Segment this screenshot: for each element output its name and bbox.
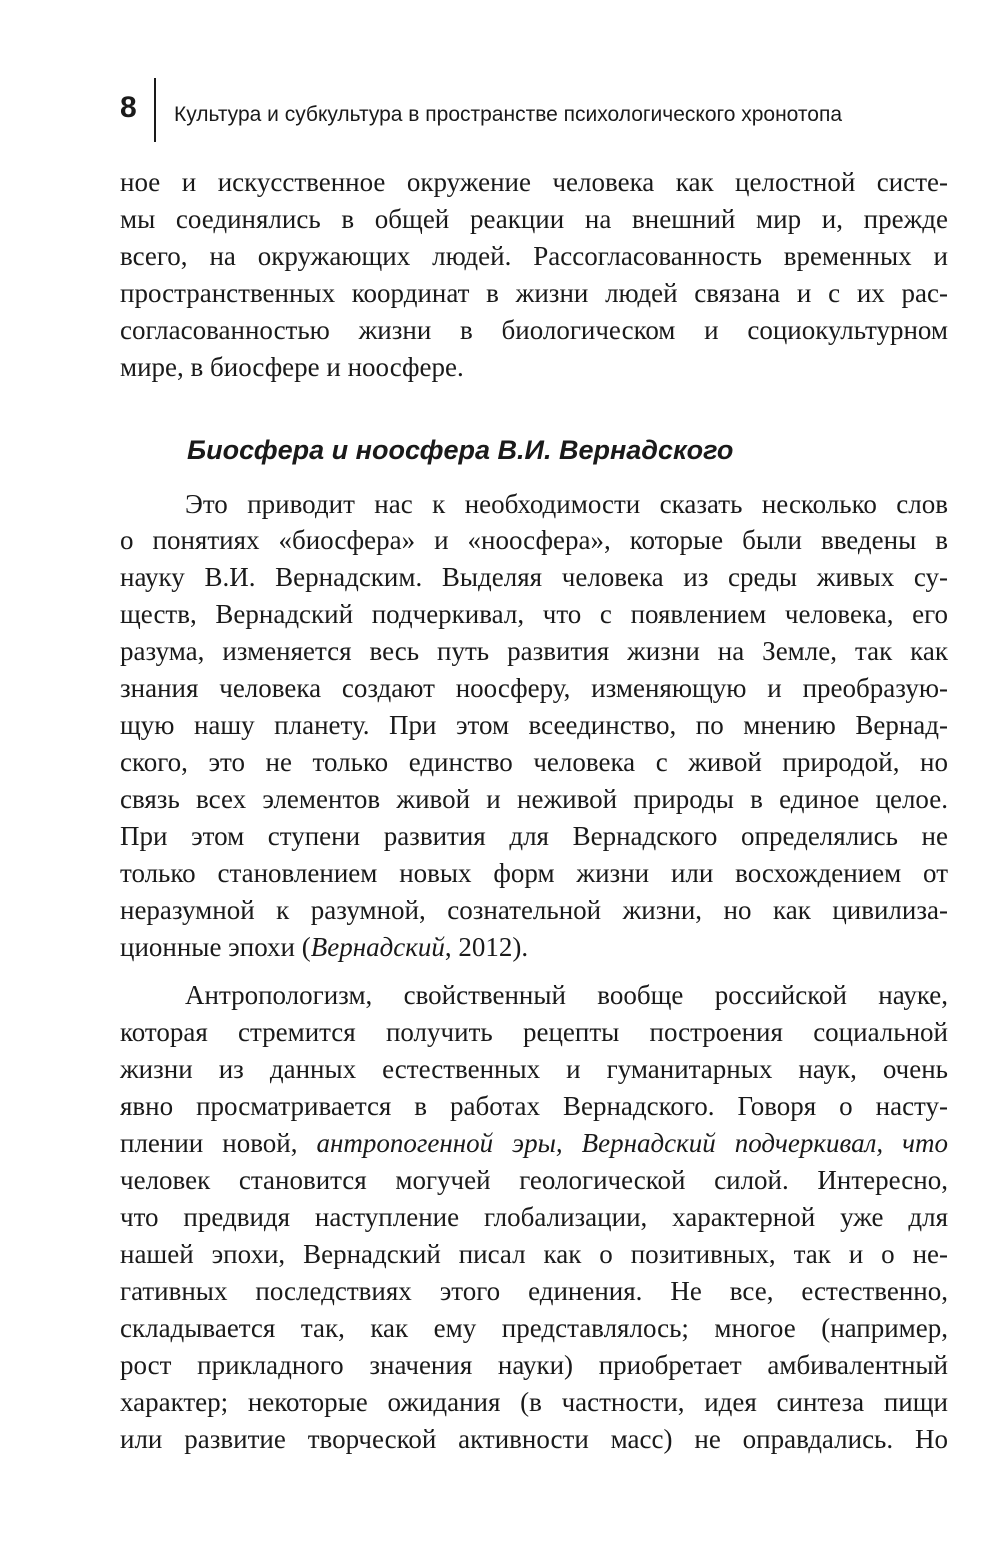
text-line: складывается так, как ему представлялось; многое (например, [120, 1313, 948, 1343]
text-line: всего, на окружающих людей. Рассогласованность временных и [120, 241, 948, 271]
page-number: 8 [120, 91, 137, 124]
text-line: что предвидя наступление глобализации, характерной уже для [120, 1202, 948, 1232]
text-line: или развитие творческой активности масс) не оправдались. Но [120, 1424, 948, 1454]
text-line: человек становится могучей геологической силой. Интересно, [120, 1165, 948, 1195]
text-run: плении новой, [120, 1128, 317, 1158]
text-line-mixed [120, 1124, 948, 1162]
text-line: науку В.И. Вернадским. Выделяя человека из среды живых су- [120, 562, 948, 592]
text-line: щую нашу планету. При этом всеединство, по мнению Вернад- [120, 710, 948, 740]
text-line: характер; некоторые ожидания (в частности, идея синтеза пищи [120, 1387, 948, 1417]
text-line: ществ, Вернадский подчеркивал, что с появлением человека, его [120, 599, 948, 629]
text-line: пространственных координат в жизни людей связана и с их рас- [120, 278, 948, 308]
text-line: о понятиях «биосфера» и «ноосфера», которые были введены в [120, 525, 948, 555]
text-run: ционные эпохи ( [120, 932, 311, 962]
text-line: ского, это не только единство человека с живой природой, но [120, 747, 948, 777]
text-line: гативных последствиях этого единения. Не все, естественно, [120, 1276, 948, 1306]
text-line: При этом ступени развития для Вернадского определялись не [120, 821, 948, 851]
text-line: ное и искусственное окружение человека как целостной систе- [120, 167, 948, 197]
page-header [0, 0, 1000, 150]
header-divider [154, 78, 156, 142]
text-line: жизни из данных естественных и гуманитарных наук, очень [120, 1054, 948, 1084]
citation-year: , 2012). [444, 932, 529, 962]
text-line: явно просматривается в работах Вернадского. Говоря о насту- [120, 1091, 948, 1121]
text-line: Антропологизм, свойственный вообще российской науке, [185, 980, 948, 1010]
section-heading: Биосфера и ноосфера В.И. Вернадского [187, 435, 734, 465]
text-line: только становлением новых форм жизни или восхождением от [120, 858, 948, 888]
text-line: которая стремится получить рецепты построения социальной [120, 1017, 948, 1047]
text-line: связь всех элементов живой и неживой природы в единое целое. [120, 784, 948, 814]
text-line: мы соединялись в общей реакции на внешний мир и, прежде [120, 204, 948, 234]
citation-author: Вернадский [310, 932, 445, 962]
text-line: нашей эпохи, Вернадский писал как о позитивных, так и о не- [120, 1239, 948, 1269]
text-line: Это приводит нас к необходимости сказать несколько слов [185, 489, 948, 519]
text-line: разума, изменяется весь путь развития жизни на Земле, так как [120, 636, 948, 666]
text-line-citation [120, 928, 948, 966]
text-line: рост прикладного значения науки) приобретает амбивалентный [120, 1350, 948, 1380]
text-line: согласованностью жизни в биологическом и социокультурном [120, 315, 948, 345]
running-title: Культура и субкультура в пространстве психологического хронотопа [174, 103, 843, 126]
text-line: знания человека создают ноосферу, изменяющую и преобразую- [120, 673, 948, 703]
text-line: неразумной к разумной, сознательной жизни, но как цивилиза- [120, 895, 948, 925]
text-line: мире, в биосфере и ноосфере. [120, 352, 464, 382]
italic-emphasis: антропогенной эры, Вернадский подчеркивал, что [316, 1128, 948, 1158]
